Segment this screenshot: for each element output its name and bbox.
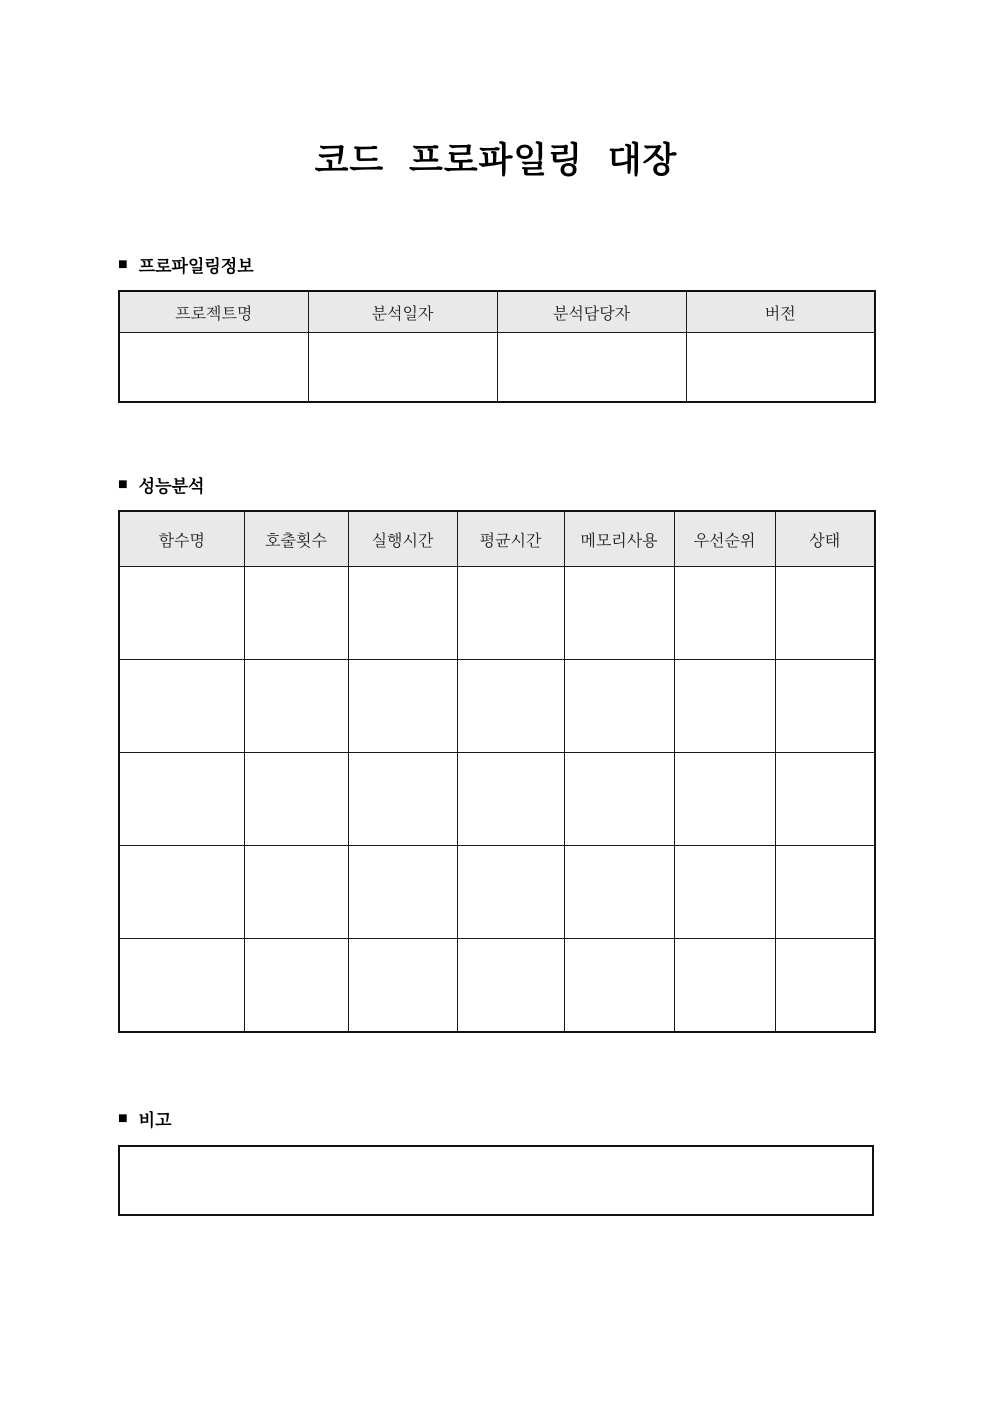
table-cell-empty [564, 567, 674, 660]
table-cell-empty [348, 567, 457, 660]
table-cell-empty [674, 567, 775, 660]
table-header-row [119, 291, 875, 333]
table-cell-empty [775, 753, 875, 846]
table-cell-empty [457, 753, 564, 846]
section-header-profiling-info [118, 252, 254, 277]
table-cell-empty [686, 333, 875, 403]
table-cell-empty [564, 846, 674, 939]
table-header-row [119, 511, 875, 567]
table-cell-empty [497, 333, 686, 403]
table-cell-empty [457, 660, 564, 753]
table-cell-empty [119, 846, 244, 939]
table-cell-empty [775, 846, 875, 939]
column-header-function-name: 함수명 [119, 511, 244, 567]
table-row [119, 753, 875, 846]
performance-table [118, 510, 876, 1033]
column-header-version: 버전 [686, 291, 875, 333]
table-row [119, 567, 875, 660]
table-cell-empty [674, 660, 775, 753]
column-header-analyst: 분석담당자 [497, 291, 686, 333]
table-cell-empty [348, 660, 457, 753]
section-label-remarks: 비고 [138, 1111, 172, 1130]
column-header-project-name: 프로젝트명 [119, 291, 308, 333]
table-cell-empty [119, 333, 308, 403]
table-cell-empty [348, 939, 457, 1033]
table-cell-empty [775, 660, 875, 753]
column-header-call-count: 호출횟수 [244, 511, 348, 567]
column-header-status: 상태 [775, 511, 875, 567]
table-cell-empty [775, 567, 875, 660]
table-cell-empty [775, 939, 875, 1033]
profiling-info-table [118, 290, 876, 403]
column-header-memory-usage: 메모리사용 [564, 511, 674, 567]
table-cell-empty [674, 753, 775, 846]
table-row [119, 660, 875, 753]
table-cell-empty [308, 333, 497, 403]
table-row [119, 333, 875, 403]
table-cell-empty [244, 753, 348, 846]
table-cell-empty [348, 753, 457, 846]
table-cell-empty [674, 846, 775, 939]
table-cell-empty [457, 567, 564, 660]
table-cell-empty [564, 660, 674, 753]
table-cell-empty [457, 846, 564, 939]
table-row [119, 846, 875, 939]
page-title: 코드 프로파일링 대장 [314, 141, 678, 180]
table-cell-empty [674, 939, 775, 1033]
column-header-average-time: 평균시간 [457, 511, 564, 567]
table-cell-empty [119, 753, 244, 846]
table-cell-empty [564, 939, 674, 1033]
table-cell-empty [348, 846, 457, 939]
section-label-profiling-info: 프로파일링정보 [138, 257, 254, 276]
section-bullet-icon: ■ [118, 255, 128, 273]
section-header-performance [118, 472, 204, 497]
section-header-remarks [118, 1106, 172, 1131]
table-cell-empty [119, 939, 244, 1033]
section-label-performance: 성능분석 [138, 477, 205, 496]
remarks-box [118, 1145, 874, 1216]
column-header-analysis-date: 분석일자 [308, 291, 497, 333]
table-cell-empty [244, 660, 348, 753]
table-cell-empty [119, 567, 244, 660]
column-header-execution-time: 실행시간 [348, 511, 457, 567]
column-header-priority: 우선순위 [674, 511, 775, 567]
table-row [119, 939, 875, 1033]
section-bullet-icon: ■ [118, 1109, 128, 1127]
table-cell-empty [457, 939, 564, 1033]
table-cell-empty [244, 567, 348, 660]
table-cell-empty [564, 753, 674, 846]
table-cell-empty [244, 939, 348, 1033]
table-cell-empty [244, 846, 348, 939]
section-bullet-icon: ■ [118, 475, 128, 493]
table-cell-empty [119, 660, 244, 753]
